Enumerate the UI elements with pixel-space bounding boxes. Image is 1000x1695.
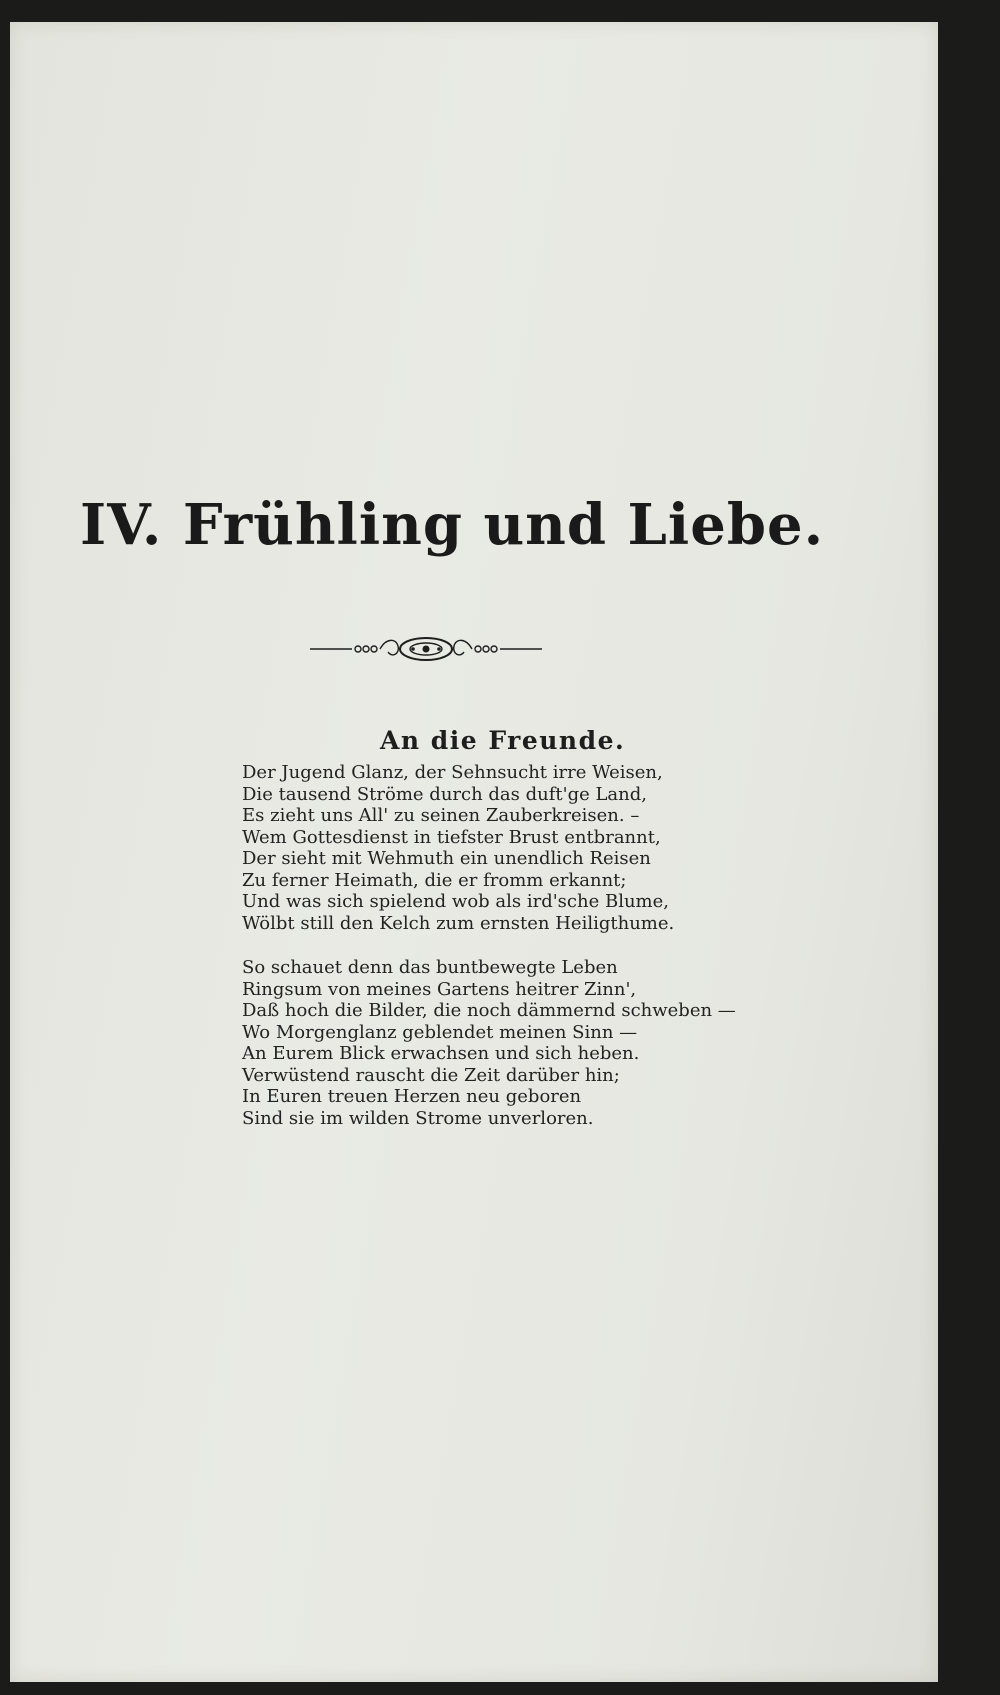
- poem-line: In Euren treuen Herzen neu geboren: [242, 1086, 582, 1107]
- poem-line: Sind sie im wilden Strome unverloren.: [242, 1107, 594, 1129]
- poem-line: Der Jugend Glanz, der Sehnsucht irre Weisen,: [242, 762, 663, 783]
- poem-line: Zu ferner Heimath, die er fromm erkannt;: [242, 869, 627, 891]
- ornament-divider-icon: [308, 632, 544, 666]
- poem-line: Wem Gottesdienst in tiefster Brust entbrannt,: [242, 826, 661, 848]
- poem-line: Die tausend Ströme durch das duft'ge Land,: [242, 783, 647, 805]
- poem-line: Ringsum von meines Gartens heitrer Zinn',: [242, 978, 637, 1000]
- poem-line: Es zieht uns All' zu seinen Zauberkreisen. –: [242, 805, 640, 826]
- poem-line: So schauet denn das buntbewegte Leben: [242, 957, 618, 978]
- poem-line: Verwüstend rauscht die Zeit darüber hin;: [242, 1064, 620, 1086]
- chapter-title: IV. Frühling und Liebe.: [80, 492, 825, 558]
- poem-line: An Eurem Blick erwachsen und sich heben.: [242, 1043, 640, 1064]
- poem-line: Daß hoch die Bilder, die noch dämmernd schweben —: [242, 1000, 736, 1021]
- stanza-1: [242, 762, 674, 934]
- book-page: [10, 22, 938, 1682]
- poem-line: Und was sich spielend wob als ird'sche Blume,: [242, 891, 669, 912]
- poem-title: An die Freunde.: [380, 726, 626, 755]
- poem-line: Wölbt still den Kelch zum ernsten Heiligthume.: [242, 912, 675, 934]
- stanza-2: [242, 957, 736, 1129]
- poem-line: Wo Morgenglanz geblendet meinen Sinn —: [242, 1021, 638, 1043]
- poem-line: Der sieht mit Wehmuth ein unendlich Reisen: [242, 848, 651, 869]
